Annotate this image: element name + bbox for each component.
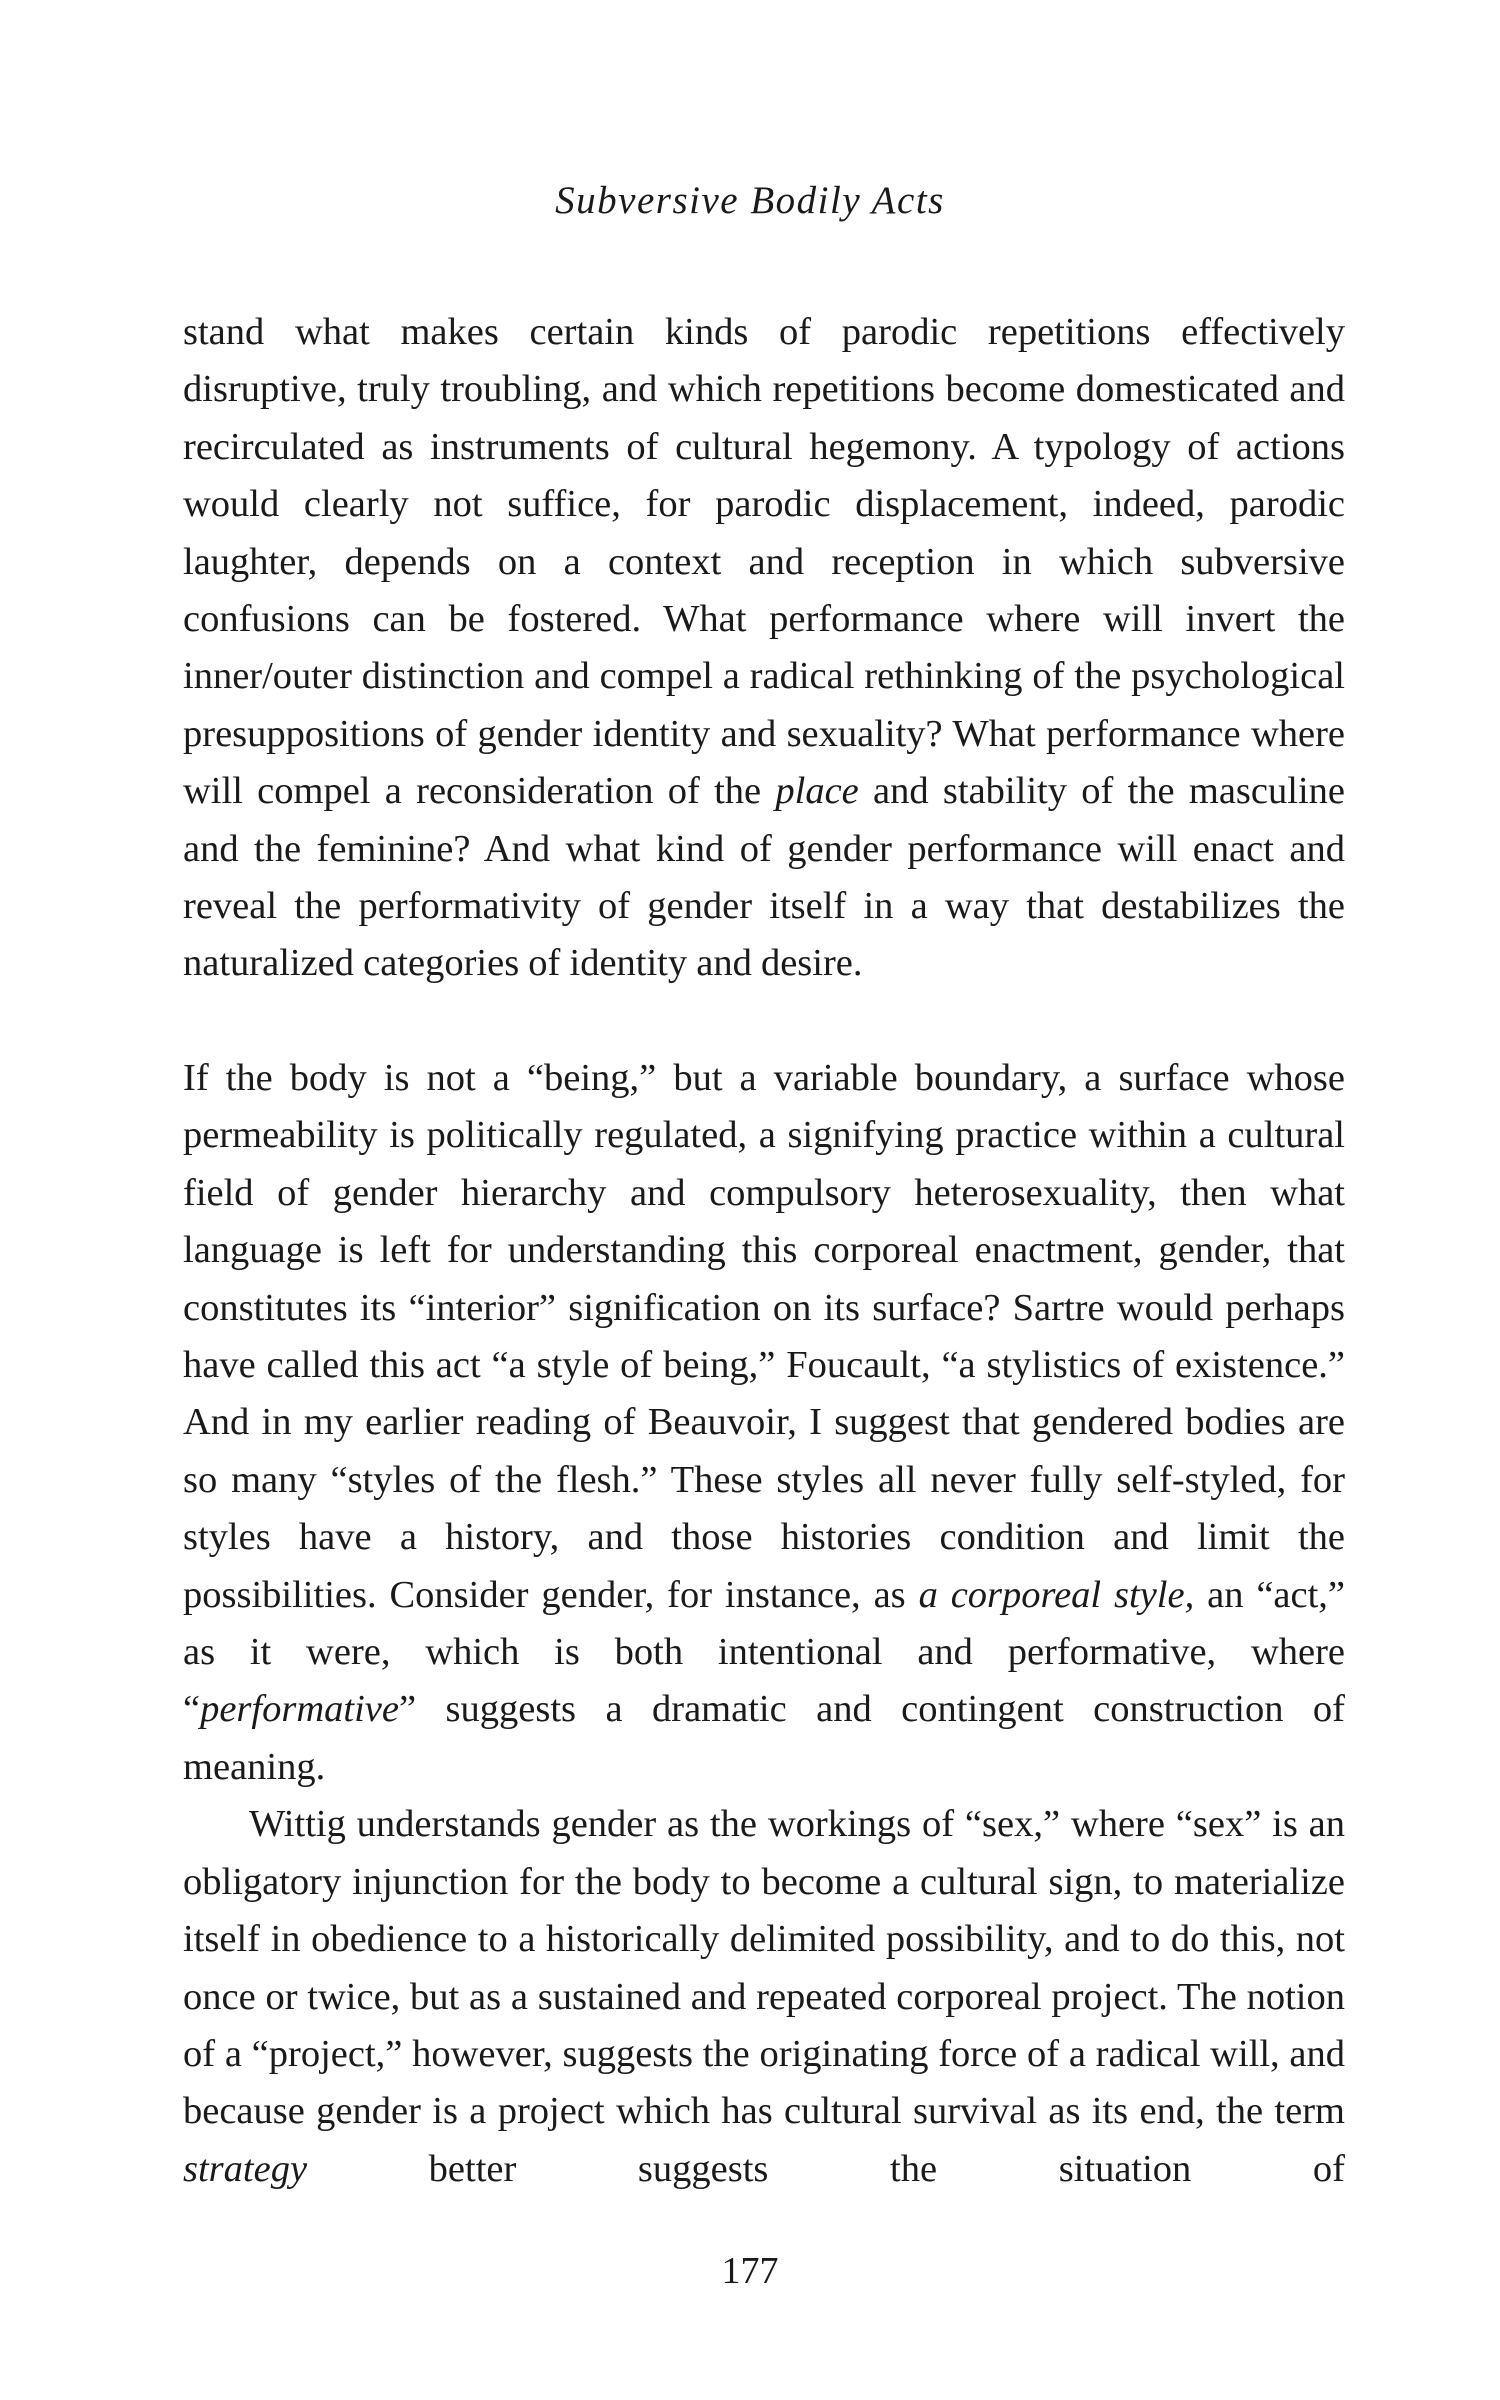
running-head-title: Subversive Bodily Acts bbox=[555, 179, 945, 222]
paragraph-2 bbox=[183, 1050, 1345, 1796]
paragraph-2-emphasis-1: a corporeal style, bbox=[918, 1573, 1195, 1616]
paragraph-2-text-b: an “act,” as it were, which is both intentional and performative, where “ bbox=[183, 1573, 1346, 1731]
text-block-bottom bbox=[183, 1050, 1345, 2198]
paragraph-3-text-b: better suggests the situation of bbox=[307, 2147, 1345, 2190]
paragraph-1-emphasis: place bbox=[775, 770, 859, 813]
paragraph-1 bbox=[183, 304, 1345, 993]
paragraph-3-emphasis: strategy bbox=[183, 2147, 308, 2190]
paragraph-2-text-c: ” suggests a dramatic and contingent construction of meaning. bbox=[183, 1688, 1345, 1788]
paragraph-2-emphasis-2: performative bbox=[200, 1688, 399, 1731]
paragraph-3-text-a: Wittig understands gender as the workings of “sex,” where “sex” is an obligatory injunction for the body to become a cultural sign, to materialize itself in obedience to a historically delimited possibility, and to do this, not once or twice, but as a sustained and repeated corporeal project. The notion of a “project,” however, suggests the originating force of a radical will, and because gender is a project which has cultural survival as its end, the term bbox=[183, 1803, 1345, 2133]
paragraph-2-text-a: If the body is not a “being,” but a variable boundary, a surface whose permeability is politically regulated, a signifying practice within a cultural field of gender hierarchy and compulsory heterosexuality, then what language is left for understanding this corporeal enactment, gender, that constitutes its “interior” signification on its surface? Sartre would perhaps have called this act “a style of being,” Foucault, “a stylistics of existence.” And in my earlier reading of Beauvoir, I suggest that gendered bodies are so many “styles of the flesh.” These styles all never fully self-styled, for styles have a history, and those histories condition and limit the possibilities. Consider gender, for instance, as bbox=[183, 1057, 1345, 1616]
page-number: 177 bbox=[721, 2250, 779, 2292]
paragraph-1-text-end: and stability of the masculine and the feminine? And what kind of gender performance will enact and reveal the performativity of gender itself in a way that destabilizes the naturalized categories of identity and desire. bbox=[183, 770, 1345, 985]
paragraph-3 bbox=[183, 1796, 1345, 2198]
paragraph-1-text: stand what makes certain kinds of parodic repetitions effectively disruptive, truly troubling, and which repetitions become domesticated and recirculated as instruments of cultural hegemony. A typology of actions would clearly not suffice, for parodic displacement, indeed, parodic laughter, depends on a context and reception in which subversive confusions can be fostered. What performance where will invert the inner/outer distinction and compel a radical rethinking of the psychological presuppositions of gender identity and sexuality? What performance where will compel a reconsideration of the bbox=[183, 311, 1345, 813]
text-block-top bbox=[183, 304, 1345, 993]
